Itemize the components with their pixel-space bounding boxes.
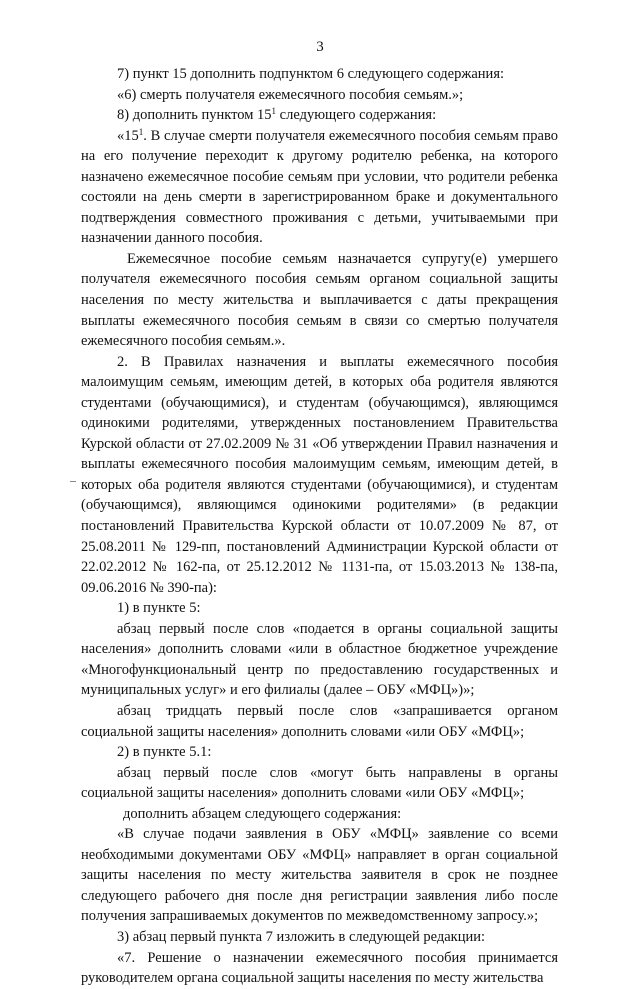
margin-mark [70, 481, 76, 482]
paragraph-abzac-first-5-1: абзац первый после слов «могут быть направлены в органы социальной защиты населения» дополнить словами «или ОБУ «МФЦ»; [81, 764, 558, 802]
paragraph-item-2: 2) в пункте 5.1: [117, 744, 212, 761]
paragraph-point-7: «7. Решение о назначении ежемесячного пособия принимается руководителем органа социальной защиты населения по месту жительства [81, 949, 558, 987]
paragraph-item-8: 8) дополнить пунктом $15^1$ следующего содержания: [117, 106, 437, 124]
paragraph-item-3: 3) абзац первый пункта 7 изложить в следующей редакции: [117, 928, 486, 945]
paragraph-mfc-case: «В случае подачи заявления в ОБУ «МФЦ» заявление со всеми необходимыми документами ОБУ «МФЦ» направляет в орган социальной защиты населения по месту жительства заявителя в срок не позднее следующего рабочего дня после дня регистрации заявления либо после получения запрашиваемых документов по межведомственному запросу.»; [81, 826, 558, 925]
page-number: 3 [316, 39, 324, 55]
paragraph-spouse-benefit: Ежемесячное пособие семьям назначается супругу(е) умершего получателя ежемесячного пособия семьям органом социальной защиты населения по месту жительства и выплачивается с даты прекращения выплаты ежемесячного пособия семьям в связи со смертью получателя ежемесячного пособия семьям.». [81, 250, 558, 350]
paragraph-subitem-6-text: «6) смерть получателя ежемесячного пособия семьям.»; [117, 86, 464, 103]
paragraph-item-7: 7) пункт 15 дополнить подпунктом 6 следующего содержания: [117, 66, 505, 82]
document-body [81, 64, 558, 989]
paragraph-section-2: 2. В Правилах назначения и выплаты ежемесячного пособия малоимущим семьям, имеющим детей, в которых оба родителя являются студентами (обучающимися), и студентам (обучающимся), являющимся одинокими родителями, утвержденных постановлением Правительства Курской области от 27.02.2009 № 31 «Об утверждении Правил назначения и выплаты ежемесячного пособия малоимущим семьям, имеющим детей, в которых оба родителя являются студентами (обучающимися), и студентам (обучающимся), являющимся одинокими родителями» (в редакции постановлений Правительства Курской области от 10.07.2009 № 87, от 25.08.2011 № 129-пп, постановлений Администрации Курской области от 22.02.2012 № 162-па, от 25.12.2012 № 1131-па, от 15.03.2013 № 138-па, 09.06.2016 № 390-па): [81, 353, 558, 596]
paragraph-item-1: 1) в пункте 5: [117, 600, 201, 617]
paragraph-point-15-1: «$15^1$. В случае смерти получателя ежемесячного пособия семьям право на его получение переходит к другому родителю ребенка, на которого назначено ежемесячное пособие семьям при условии, что родители ребенка состояли на день смерти в зарегистрированном браке и документального подтверждения совместного проживания с детьми, учитываемыми при назначении данного пособия. [81, 126, 558, 247]
paragraph-add-abzac: дополнить абзацем следующего содержания: [123, 805, 402, 822]
paragraph-abzac-first: абзац первый после слов «подается в органы социальной защиты населения» дополнить словами «или в областное бюджетное учреждение «Многофункциональный центр по предоставлению государственных и муниципальных услуг» и его филиалы (далее – ОБУ «МФЦ»)»; [81, 620, 558, 699]
paragraph-abzac-thirty-first: абзац тридцать первый после слов «запрашивается органом социальной защиты населения» дополнить словами «или ОБУ «МФЦ»; [81, 702, 558, 740]
